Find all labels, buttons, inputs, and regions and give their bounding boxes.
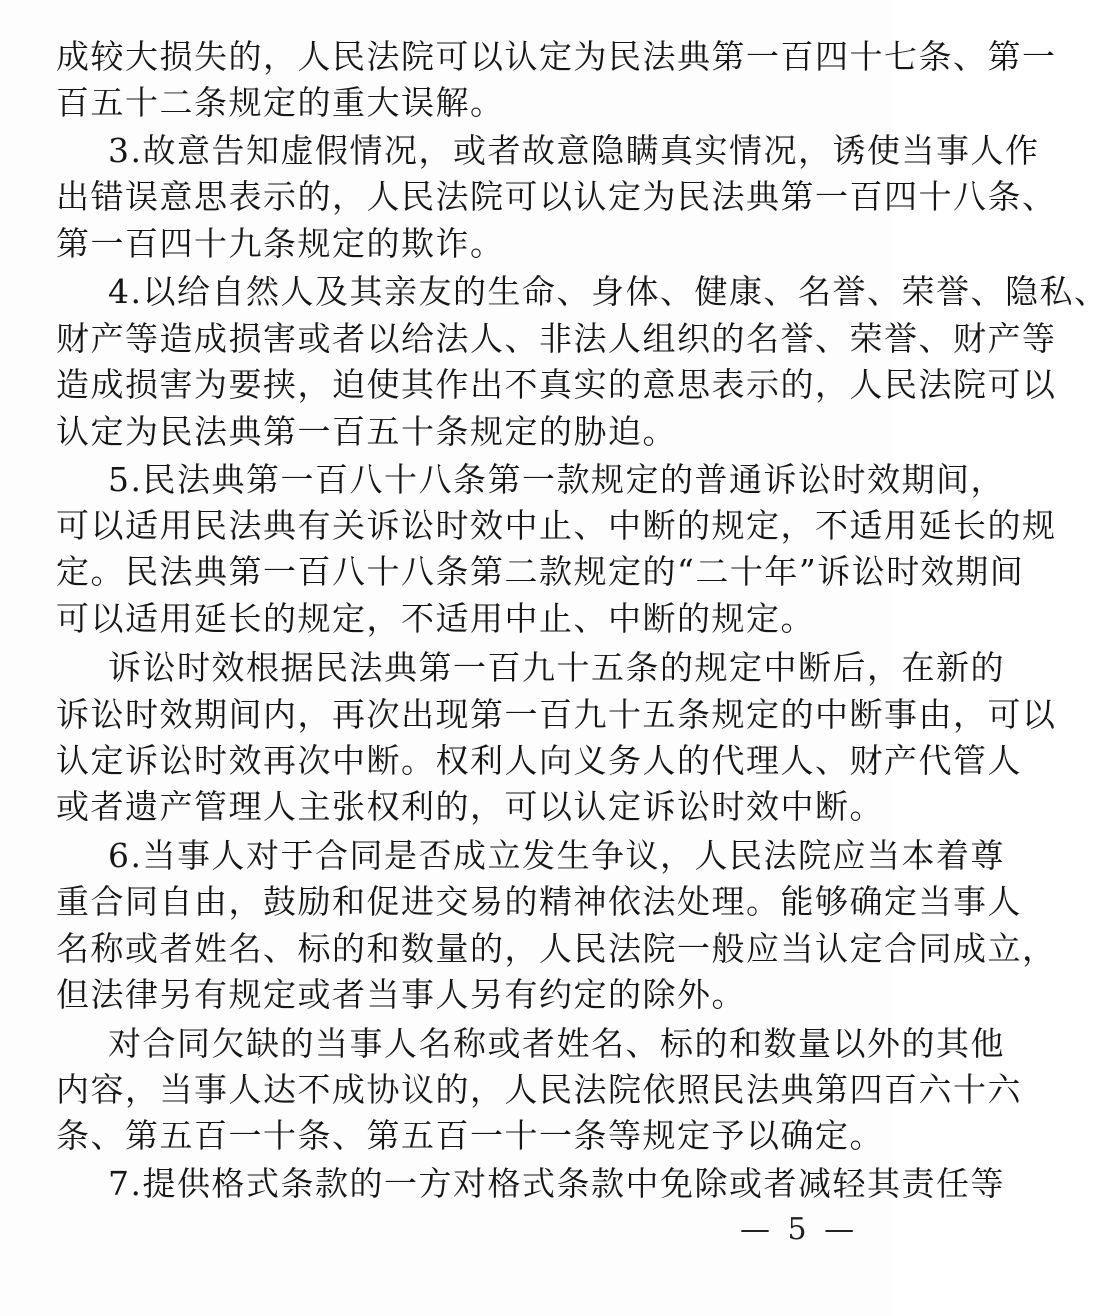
text-line: 认定为民法典第一百五十条规定的胁迫。 bbox=[56, 412, 677, 451]
text-line: 诉讼时效期间内，再次出现第一百九十五条规定的中断事由，可以 bbox=[56, 695, 1057, 734]
paragraph-7-start: 7.提供格式条款的一方对格式条款中免除或者减轻其责任等 bbox=[108, 1164, 1005, 1203]
paragraph-start: 诉讼时效根据民法典第一百九十五条的规定中断后，在新的 bbox=[108, 648, 1005, 687]
text-line: 可以适用民法典有关诉讼时效中止、中断的规定，不适用延长的规 bbox=[56, 506, 1057, 545]
text-line: 定。民法典第一百八十八条第二款规定的“二十年”诉讼时效期间 bbox=[56, 552, 1025, 591]
text-line: 成较大损失的，人民法院可以认定为民法典第一百四十七条、第一 bbox=[56, 37, 1057, 76]
text-line: 条、第五百一十条、第五百一十一条等规定予以确定。 bbox=[56, 1116, 884, 1155]
text-line: 内容，当事人达不成协议的，人民法院依照民法典第四百六十六 bbox=[56, 1070, 1022, 1109]
text-line: 或者遗产管理人主张权利的，可以认定诉讼时效中断。 bbox=[56, 787, 884, 826]
text-line: 认定诉讼时效再次中断。权利人向义务人的代理人、财产代管人 bbox=[56, 741, 1022, 780]
text-line: 但法律另有规定或者当事人另有约定的除外。 bbox=[56, 975, 746, 1014]
paragraph-4-start: 4.以给自然人及其亲友的生命、身体、健康、名誉、荣誉、隐私、 bbox=[108, 272, 1109, 311]
text-line: 百五十二条规定的重大误解。 bbox=[56, 83, 505, 122]
text-line: 财产等造成损害或者以给法人、非法人组织的名誉、荣誉、财产等 bbox=[56, 319, 1057, 358]
page-number: — 5 — bbox=[740, 1212, 859, 1247]
paragraph-5-start: 5.民法典第一百八十八条第一款规定的普通诉讼时效期间， bbox=[108, 460, 1005, 499]
text-line: 第一百四十九条规定的欺诈。 bbox=[56, 224, 505, 263]
paragraph-3-start: 3.故意告知虚假情况，或者故意隐瞒真实情况，诱使当事人作 bbox=[108, 131, 1040, 170]
text-line: 可以适用延长的规定，不适用中止、中断的规定。 bbox=[56, 599, 815, 638]
text-line: 重合同自由，鼓励和促进交易的精神依法处理。能够确定当事人 bbox=[56, 882, 1022, 921]
paragraph-start: 对合同欠缺的当事人名称或者姓名、标的和数量以外的其他 bbox=[108, 1024, 1005, 1063]
text-line: 造成损害为要挟，迫使其作出不真实的意思表示的，人民法院可以 bbox=[56, 365, 1057, 404]
text-line: 出错误意思表示的，人民法院可以认定为民法典第一百四十八条、 bbox=[56, 177, 1057, 216]
text-line: 名称或者姓名、标的和数量的，人民法院一般应当认定合同成立， bbox=[56, 929, 1057, 968]
paragraph-6-start: 6.当事人对于合同是否成立发生争议，人民法院应当本着尊 bbox=[108, 836, 1005, 875]
